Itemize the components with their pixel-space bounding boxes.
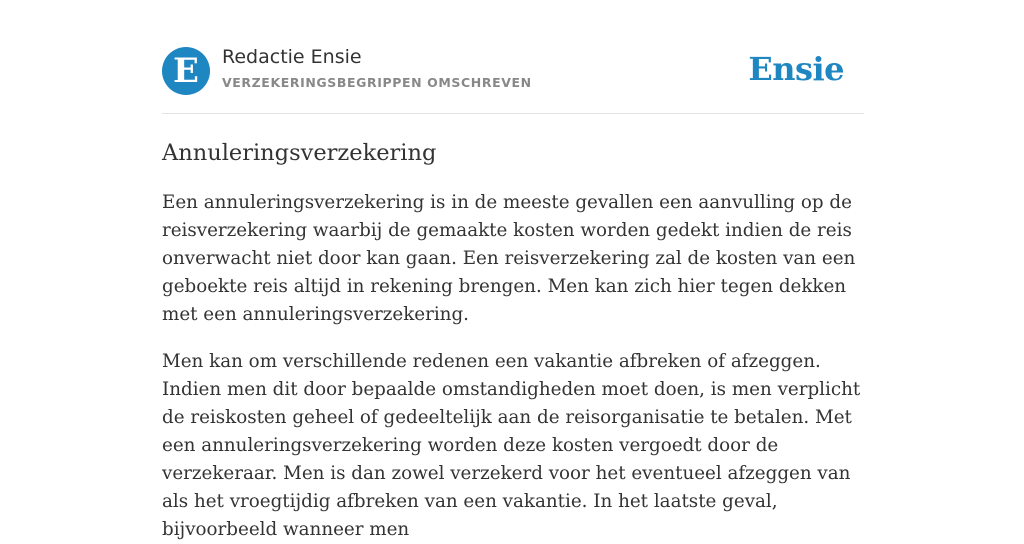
category-label[interactable]: VERZEKERINGSBEGRIPPEN OMSCHREVEN <box>222 75 532 90</box>
brand-logo[interactable]: Ensie <box>748 50 844 88</box>
article-paragraph-2: Men kan om verschillende redenen een vakantie afbreken of afzeggen. Indien men dit door bepaalde omstandigheden moet doen, is men verplicht de reiskosten geheel of gedeeltelijk aan de reisorganisatie te betalen. Met een annuleringsverzekering worden deze kosten vergoedt door de verzekeraar. Men is dan zowel verzekerd voor het eventueel afzeggen van als het vroegtijdig afbreken van een vakantie. In het laatste geval, bijvoorbeeld wanneer men <box>162 351 861 540</box>
article-paragraph-1: Een annuleringsverzekering is in de meeste gevallen een aanvulling op de reisverzekering waarbij de gemaakte kosten worden gedekt indien de reis onverwacht niet door kan gaan. Een reisverzekering zal de kosten van een geboekte reis altijd in rekening brengen. Men kan zich hier tegen dekken met een annuleringsverzekering. <box>162 192 856 325</box>
author-avatar[interactable]: E <box>162 47 210 95</box>
article-header <box>162 0 864 114</box>
article-container <box>162 0 864 544</box>
article-title: Annuleringsverzekering <box>162 140 437 166</box>
author-name[interactable]: Redactie Ensie <box>222 46 362 68</box>
